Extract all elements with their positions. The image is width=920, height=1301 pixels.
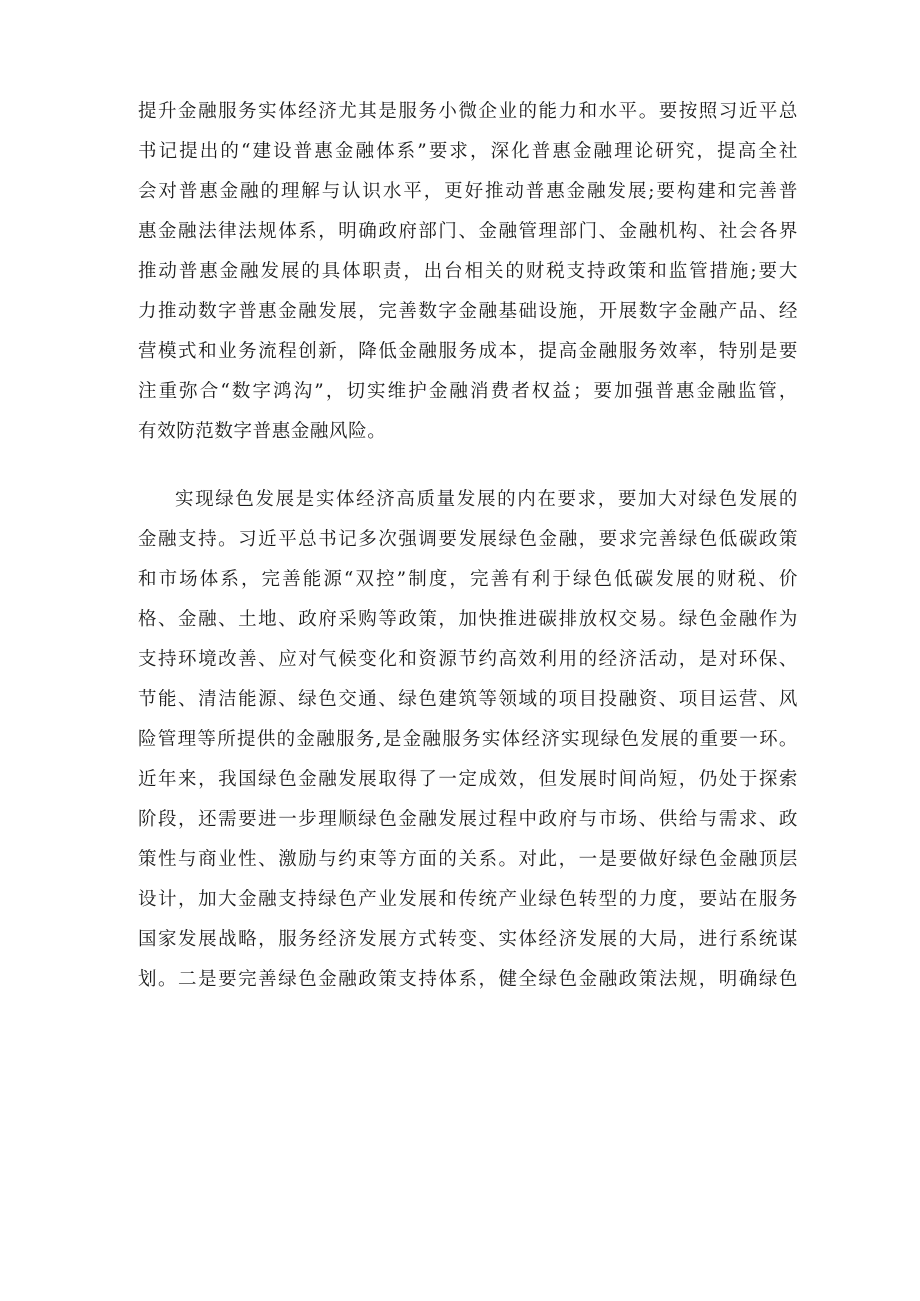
paragraph-inclusive-finance bbox=[138, 92, 798, 452]
text-line: 支持环境改善、应对气候变化和资源节约高效利用的经济活动，是对环保、 bbox=[138, 649, 798, 670]
text-line: 会对普惠金融的理解与认识水平，更好推动普惠金融发展;要构建和完善普 bbox=[138, 181, 798, 202]
text-line: 划。二是要完善绿色金融政策支持体系，健全绿色金融政策法规，明确绿色 bbox=[138, 969, 798, 990]
text-line: 金融支持。习近平总书记多次强调要发展绿色金融，要求完善绿色低碳政策 bbox=[138, 529, 798, 550]
document-body bbox=[138, 92, 798, 1000]
text-line: 近年来，我国绿色金融发展取得了一定成效，但发展时间尚短，仍处于探索 bbox=[138, 769, 798, 790]
text-line: 国家发展战略，服务经济发展方式转变、实体经济发展的大局，进行系统谋 bbox=[138, 929, 798, 950]
text-line: 推动普惠金融发展的具体职责，出台相关的财税支持政策和监管措施;要大 bbox=[138, 261, 798, 282]
text-line: 险管理等所提供的金融服务,是金融服务实体经济实现绿色发展的重要一环。 bbox=[138, 729, 798, 750]
text-line: 设计，加大金融支持绿色产业发展和传统产业绿色转型的力度，要站在服务 bbox=[138, 889, 798, 910]
text-line: 节能、清洁能源、绿色交通、绿色建筑等领域的项目投融资、项目运营、风 bbox=[138, 689, 798, 710]
text-line: 书记提出的“建设普惠金融体系”要求，深化普惠金融理论研究，提高全社 bbox=[138, 141, 798, 162]
text-line: 力推动数字普惠金融发展，完善数字金融基础设施，开展数字金融产品、经 bbox=[138, 301, 798, 322]
text-line: 注重弥合“数字鸿沟”，切实维护金融消费者权益；要加强普惠金融监管， bbox=[138, 381, 798, 402]
text-line: 提升金融服务实体经济尤其是服务小微企业的能力和水平。要按照习近平总 bbox=[138, 101, 798, 122]
text-line: 格、金融、土地、政府采购等政策，加快推进碳排放权交易。绿色金融作为 bbox=[138, 609, 798, 630]
paragraph-green-finance bbox=[138, 480, 798, 1000]
text-line: 有效防范数字普惠金融风险。 bbox=[138, 421, 387, 442]
text-line: 阶段，还需要进一步理顺绿色金融发展过程中政府与市场、供给与需求、政 bbox=[138, 809, 798, 830]
text-line: 和市场体系，完善能源“双控”制度，完善有利于绿色低碳发展的财税、价 bbox=[138, 569, 798, 590]
text-line: 惠金融法律法规体系，明确政府部门、金融管理部门、金融机构、社会各界 bbox=[138, 221, 798, 242]
text-line: 营模式和业务流程创新，降低金融服务成本，提高金融服务效率，特别是要 bbox=[138, 341, 798, 362]
text-line: 策性与商业性、激励与约束等方面的关系。对此，一是要做好绿色金融顶层 bbox=[138, 849, 798, 870]
text-line: 实现绿色发展是实体经济高质量发展的内在要求，要加大对绿色发展的 bbox=[175, 489, 798, 510]
paragraph-gap bbox=[138, 452, 798, 480]
